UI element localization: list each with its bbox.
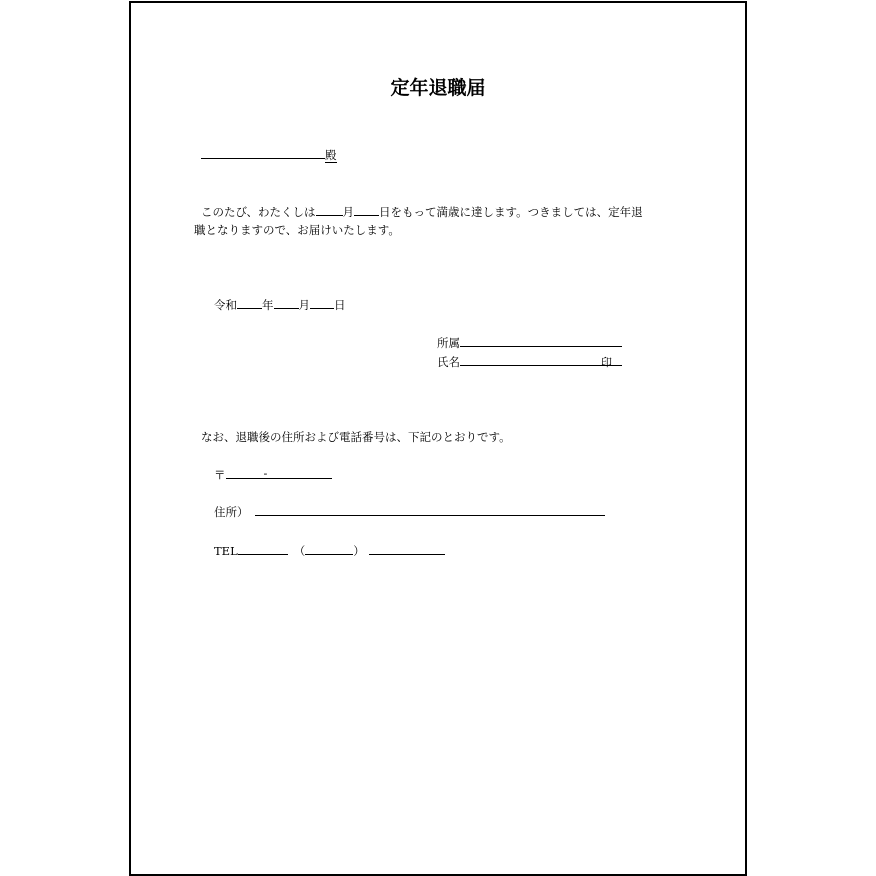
body-text-2: 日をもって満歳に達します。つきましては、定年退 [379,205,643,219]
postal-blank[interactable] [226,466,332,479]
tel-line [214,542,445,560]
body-line-2: 職となりますので、お届けいたします。 [194,223,400,237]
date-day-blank[interactable] [310,296,334,309]
body-line-1 [201,203,643,221]
date-era: 令和 [214,298,237,312]
name-label: 氏名 [437,355,460,369]
address-label: 住所） [214,505,249,519]
postal-mark: 〒 [214,468,226,482]
body-text-1: このたび、わたくしは [201,205,316,219]
document-page [129,1,747,876]
address-blank[interactable] [255,503,605,516]
date-month-label: 月 [298,298,310,312]
body-month-label: 月 [342,205,355,219]
affiliation-label: 所属 [437,336,460,350]
document-title: 定年退職届 [390,77,486,99]
addressee-line [201,146,337,164]
addressee-blank[interactable] [201,146,325,159]
day-blank[interactable] [354,203,379,216]
name-line [437,353,622,371]
tel-exchange-blank[interactable] [305,542,353,555]
date-day-label: 日 [334,298,346,312]
date-month-blank[interactable] [274,296,299,309]
address-line [214,503,605,521]
tel-open-paren: （ [293,544,306,558]
date-line [214,296,346,314]
seal-mark: 印 [601,356,612,369]
tel-label: TEL [214,544,238,558]
date-year-blank[interactable] [237,296,262,309]
notice-text: なお、退職後の住所および電話番号は、下記のとおりです。 [201,430,511,444]
month-blank[interactable] [316,203,343,216]
tel-close-paren: ） [353,544,365,558]
postal-line [214,466,332,484]
tel-area-blank[interactable] [238,542,288,555]
affiliation-line [437,334,622,352]
name-blank[interactable] [460,353,622,366]
addressee-suffix: 殿 [325,148,337,162]
date-year-label: 年 [262,298,274,312]
postal-dash: - [263,466,268,480]
affiliation-blank[interactable] [460,334,622,347]
tel-number-blank[interactable] [369,542,445,555]
